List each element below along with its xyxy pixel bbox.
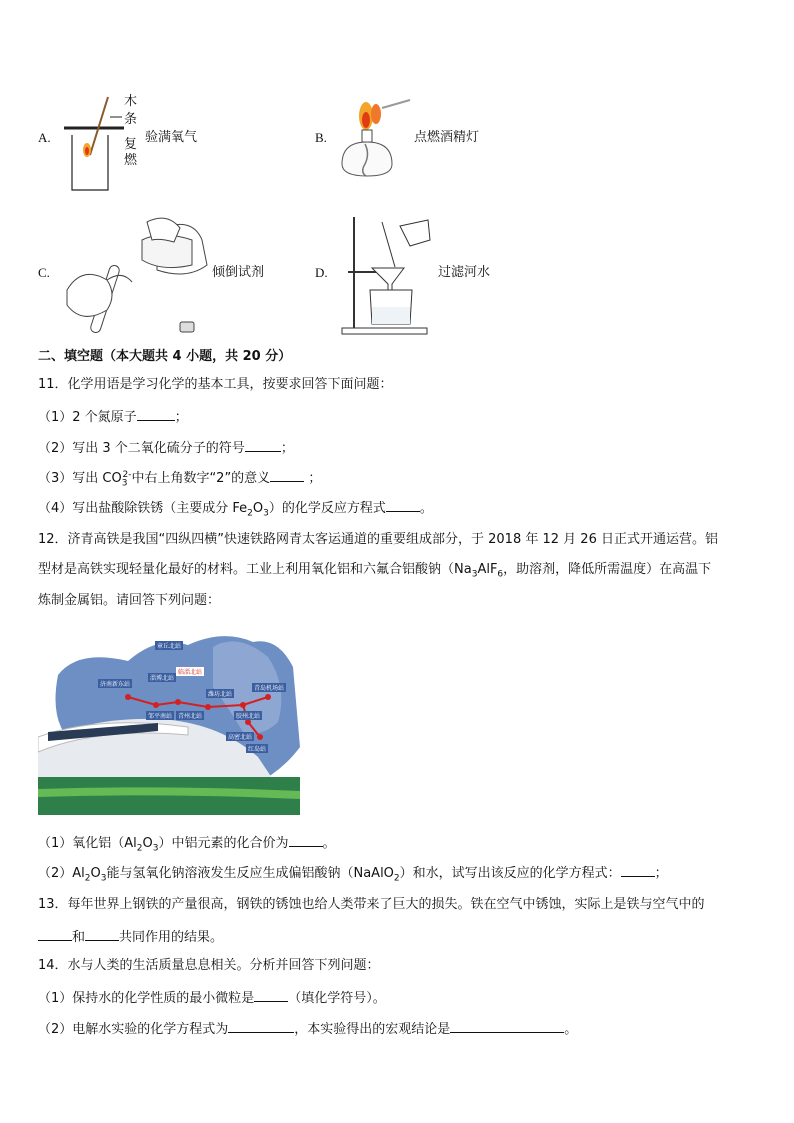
- q12-part2: [38, 863, 668, 882]
- q12-line2-mid: AlF: [477, 562, 498, 577]
- oxygen-symbol: O: [252, 501, 264, 516]
- q13-line2: [38, 927, 223, 946]
- q11-part4: [38, 498, 433, 517]
- q11-part1-text: （1）2 个氮原子: [38, 410, 137, 425]
- q13-line2-mid: 和: [72, 930, 86, 945]
- railway-map-image: [38, 627, 300, 815]
- q14-part1: [38, 988, 386, 1007]
- subscript: 2: [247, 508, 253, 519]
- section-title: 二、填空题（本大题共 4 小题，共 20 分）: [38, 349, 292, 364]
- station-label: 青岛机场站: [254, 685, 285, 692]
- station-label: 济南新东站: [100, 681, 131, 688]
- q12-part1: [38, 833, 336, 852]
- q12-line3: 炼制金属铝。请回答下列问题：: [38, 593, 221, 608]
- q11-part3-text: （3）写出 CO: [38, 471, 122, 486]
- station-label: 红岛站: [248, 746, 267, 753]
- q12-part2-text: （2）Al: [38, 866, 85, 881]
- subscript: 3: [100, 873, 107, 884]
- option-a-side-3: 复: [124, 137, 138, 152]
- option-a-caption: 验满氧气: [145, 130, 198, 145]
- answer-blank[interactable]: [245, 438, 281, 452]
- q12-line2-text: 型材是高铁实现轻量化最好的材料。工业上利用氧化铝和六氟合铝酸钠（Na: [38, 562, 472, 577]
- station-label: 临淄北站: [178, 669, 203, 676]
- q11-part4-mid: ）的化学反应方程式: [268, 501, 386, 516]
- q14-part1-end: （填化学符号）。: [288, 991, 386, 1006]
- answer-blank[interactable]: [289, 833, 323, 847]
- q11-part2-end: ；: [280, 441, 294, 456]
- q13-line2-end: 共同作用的结果。: [119, 930, 224, 945]
- option-c-letter: C.: [38, 265, 50, 280]
- q14-part2-mid: ，本实验得出的宏观结论是: [294, 1022, 451, 1037]
- superscript: 2-: [122, 469, 132, 480]
- subscript: 3: [263, 508, 269, 519]
- option-a-letter: A.: [38, 130, 51, 145]
- option-b-letter: B.: [315, 130, 327, 145]
- q14-stem: 14．水与人类的生活质量息息相关。分析并回答下列问题：: [38, 958, 380, 973]
- q11-part4-end: 。: [419, 501, 433, 516]
- station-label: 胶州北站: [236, 713, 261, 720]
- answer-blank[interactable]: [621, 863, 655, 877]
- answer-blank[interactable]: [450, 1019, 564, 1033]
- subscript: 3: [471, 569, 478, 580]
- oxygen-symbol: O: [90, 866, 101, 881]
- answer-blank[interactable]: [85, 927, 119, 941]
- q13-line1: 13．每年世界上钢铁的产量很高，钢铁的锈蚀也给人类带来了巨大的损失。铁在空气中锈蚀，实际上是铁与空气中的: [38, 897, 705, 912]
- answer-blank[interactable]: [270, 468, 304, 482]
- q14-part2: [38, 1019, 577, 1038]
- subscript: 3: [152, 843, 159, 854]
- q12-part1-end: 。: [322, 836, 336, 851]
- q11-part3-mid: 中右上角数字“2”的意义: [131, 471, 271, 486]
- station-label: 青州北站: [178, 713, 203, 720]
- q11-part1: [38, 407, 188, 426]
- q11-stem: 11．化学用语是学习化学的基本工具，按要求回答下面问题：: [38, 377, 393, 392]
- q14-part2-end: 。: [564, 1022, 578, 1037]
- answer-blank[interactable]: [386, 498, 420, 512]
- station-label: 邹平南站: [148, 713, 173, 720]
- station-label: 淄博北站: [150, 675, 175, 682]
- option-d-letter: D.: [315, 265, 328, 280]
- station-label: 章丘北站: [157, 643, 182, 650]
- station-label: 高密北站: [228, 734, 253, 741]
- option-d-caption: 过滤河水: [438, 265, 491, 280]
- q12-part1-mid: ）中铝元素的化合价为: [158, 836, 289, 851]
- q12-part1-text: （1）氧化铝（Al: [38, 836, 137, 851]
- answer-blank[interactable]: [38, 927, 72, 941]
- q12-part2-post: ）和水，试写出该反应的化学方程式：: [399, 866, 621, 881]
- q12-part2-mid: 能与氢氧化钠溶液发生反应生成偏铝酸钠（NaAlO: [106, 866, 394, 881]
- subscript: 6: [497, 569, 504, 580]
- answer-blank[interactable]: [137, 407, 175, 421]
- q14-part1-text: （1）保持水的化学性质的最小微粒是: [38, 991, 255, 1006]
- answer-blank[interactable]: [228, 1019, 294, 1033]
- subscript: 2: [136, 843, 143, 854]
- subscript: 3: [121, 478, 128, 489]
- pouring-reagent-illustration: [62, 210, 212, 335]
- filtration-illustration: [340, 212, 435, 337]
- option-a-side-1: 木: [124, 94, 138, 109]
- q12-line2-end: ，助溶剂，降低所需温度）在高温下: [503, 562, 712, 577]
- q12-part2-end: ；: [654, 866, 668, 881]
- q11-part3-end: ；: [304, 471, 322, 486]
- q11-part2-text: （2）写出 3 个二氧化硫分子的符号: [38, 441, 245, 456]
- q11-part4-text: （4）写出盐酸除铁锈（主要成分 Fe: [38, 501, 248, 516]
- q11-part3: [38, 468, 321, 487]
- q12-line1: 12．济青高铁是我国“四纵四横”快速铁路网青太客运通道的重要组成部分，于 2018 年 12 月 26 日正式开通运营。铝: [38, 532, 718, 547]
- q14-part2-text: （2）电解水实验的化学方程式为: [38, 1022, 229, 1037]
- q11-part2: [38, 438, 294, 457]
- option-b-caption: 点燃酒精灯: [414, 130, 480, 145]
- q11-part1-end: ；: [174, 410, 188, 425]
- subscript: 2: [393, 873, 400, 884]
- subscript: 2: [84, 873, 91, 884]
- option-c-caption: 倾倒试剂: [212, 265, 265, 280]
- q12-line2: [38, 562, 711, 578]
- answer-blank[interactable]: [254, 988, 288, 1002]
- option-a-side-4: 燃: [124, 153, 138, 168]
- station-label: 潍坊北站: [208, 691, 233, 698]
- oxygen-symbol: O: [142, 836, 153, 851]
- option-a-side-2: 条: [124, 112, 138, 127]
- alcohol-lamp-illustration: [332, 94, 412, 184]
